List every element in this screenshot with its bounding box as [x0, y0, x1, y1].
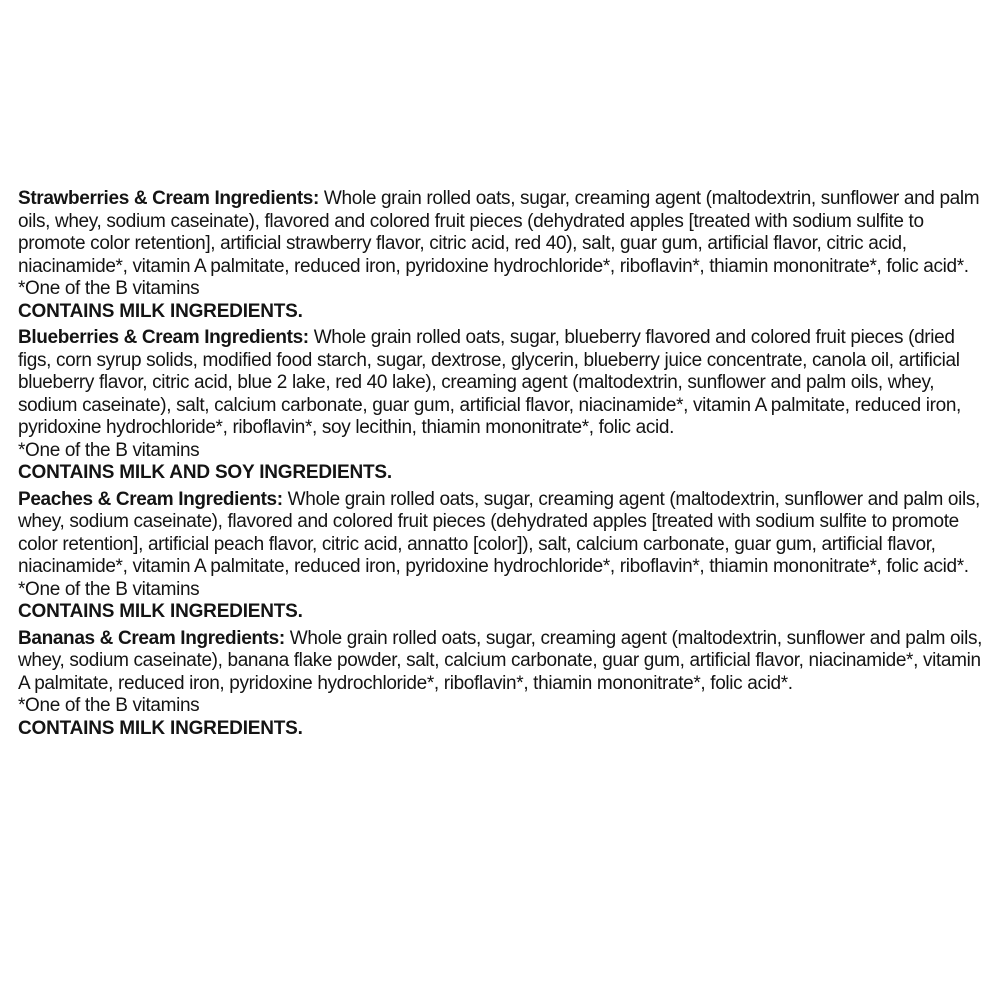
ingredients-paragraph [18, 188, 990, 278]
section-bananas-cream [18, 628, 990, 741]
section-heading: Bananas & Cream Ingredients: [18, 627, 285, 649]
section-blueberries-cream [18, 327, 990, 485]
section-heading: Blueberries & Cream Ingredients: [18, 327, 309, 348]
ingredients-list: Whole grain rolled oats, sugar, blueberry flavored and colored fruit pieces (dried figs, corn syrup solids, modified food starch, sugar, dextrose, glycerin, blueberry juice concentrate, canola oil, artificial blueberry flavor, citric acid, blue 2 lake, red 40 lake), creaming agent (maltodextrin, sunflower and palm oils, whey, sodium caseinate), salt, calcium carbonate, guar gum, artificial flavor, niacinamide*, vitamin A palmitate, reduced iron, pyridoxine hydrochloride*, riboflavin*, soy lecithin, thiamin mononitrate*, folic acid. [18, 327, 961, 438]
allergen-statement: CONTAINS MILK INGREDIENTS. [18, 601, 303, 622]
section-strawberries-cream [18, 188, 990, 323]
vitamin-footnote: *One of the B vitamins [18, 439, 200, 461]
allergen-statement: CONTAINS MILK INGREDIENTS. [18, 300, 303, 322]
ingredients-list: Whole grain rolled oats, sugar, creaming agent (maltodextrin, sunflower and palm oils, whey, sodium caseinate), flavored and colored fruit pieces (dehydrated apples [treated with sodium sulfite to promote color retention], artificial strawberry flavor, citric acid, red 40), salt, guar gum, artificial flavor, citric acid, niacinamide*, vitamin A palmitate, reduced iron, pyridoxine hydrochloride*, riboflavin*, thiamin mononitrate*, folic acid*. [18, 188, 980, 277]
vitamin-footnote: *One of the B vitamins [18, 578, 200, 600]
ingredients-label [18, 188, 990, 744]
ingredients-paragraph [18, 327, 990, 440]
section-heading: Peaches & Cream Ingredients: [18, 488, 283, 510]
section-heading: Strawberries & Cream Ingredients: [18, 188, 319, 209]
ingredients-list: Whole grain rolled oats, sugar, creaming agent (maltodextrin, sunflower and palm oils, whey, sodium caseinate), banana flake powder, salt, calcium carbonate, guar gum, artificial flavor, niacinamide*, vitamin A palmitate, reduced iron, pyridoxine hydrochloride*, riboflavin*, thiamin mononitrate*, folic acid*. [18, 627, 983, 694]
allergen-statement: CONTAINS MILK INGREDIENTS. [18, 717, 303, 739]
vitamin-footnote: *One of the B vitamins [18, 695, 200, 716]
allergen-statement: CONTAINS MILK AND SOY INGREDIENTS. [18, 462, 392, 483]
ingredients-paragraph [18, 489, 990, 579]
ingredients-paragraph [18, 628, 990, 696]
section-peaches-cream [18, 489, 990, 624]
vitamin-footnote: *One of the B vitamins [18, 278, 200, 299]
ingredients-list: Whole grain rolled oats, sugar, creaming agent (maltodextrin, sunflower and palm oils, whey, sodium caseinate), flavored and colored fruit pieces (dehydrated apples [treated with sodium sulfite to promote color retention], artificial peach flavor, citric acid, annatto [color]), salt, calcium carbonate, guar gum, artificial flavor, niacinamide*, vitamin A palmitate, reduced iron, pyridoxine hydrochloride*, riboflavin*, thiamin mononitrate*, folic acid*. [18, 488, 980, 577]
